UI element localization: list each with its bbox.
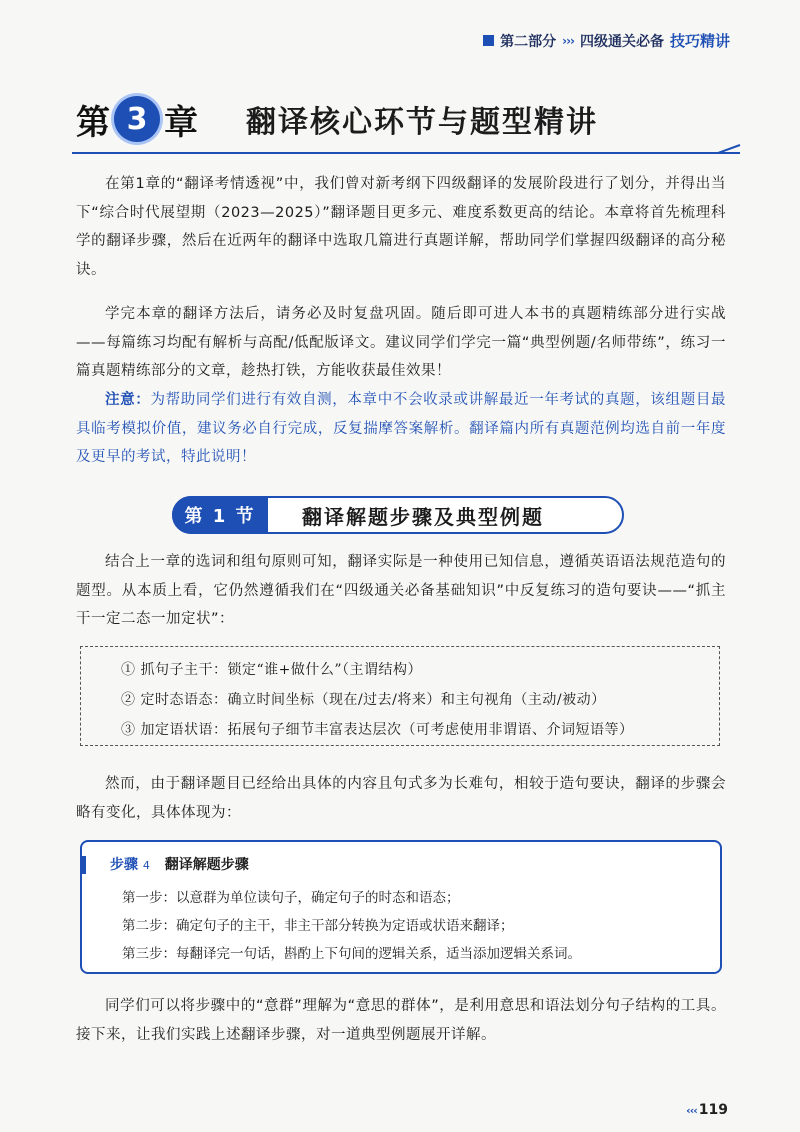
steps-box xyxy=(80,840,722,974)
page-number-value: 119 xyxy=(698,1102,728,1118)
header-book: 四级通关必备 xyxy=(579,33,664,50)
rule-item: ① 抓句子主干：锁定“谁+做什么”（主谓结构） xyxy=(121,662,422,678)
chapter-title: 翻译核心环节与题型精讲 xyxy=(246,105,598,140)
note-paragraph xyxy=(76,386,726,472)
rule-item: ② 定时态语态：确立时间坐标（现在/过去/将来）和主句视角（主动/被动） xyxy=(121,692,606,708)
note-label: 注意： xyxy=(105,392,151,408)
section-tag: 第 1 节 xyxy=(172,496,268,534)
steps-heading xyxy=(110,854,249,874)
chapter-suffix: 章 xyxy=(164,102,198,143)
chapter-prefix: 第 xyxy=(76,102,110,143)
step-line: 第二步：确定句子的主干，非主干部分转换为定语或状语来翻译； xyxy=(122,918,514,934)
chapter-number-badge: 3 xyxy=(114,96,160,142)
transition-paragraph: 然而，由于翻译题目已经给出具体的内容且句式多为长难句，相较于造句要诀，翻译的步骤会略有变化，具体体现为： xyxy=(76,776,726,821)
intro-paragraph-2: 学完本章的翻译方法后，请务必及时复盘巩固。随后即可进人本书的真题精练部分进行实战——每篇练习均配有解析与高配/低配版译文。建议同学们学完一篇“典型例题/名师带练”，练习一篇真题精练部分的文章，趁热打铁，方能收获最佳效果！ xyxy=(76,306,726,379)
section-intro: 结合上一章的选词和组句原则可知，翻译实际是一种使用已知信息，遵循英语语法规范造句的题型。从本质上看，它仍然遵循我们在“四级通关必备基础知识”中反复练习的造句要诀——“抓主干一定二态一加定状”： xyxy=(76,554,726,627)
page-number xyxy=(686,1102,728,1118)
square-icon xyxy=(483,35,494,46)
rule-item: ③ 加定语状语：拓展句子细节丰富表达层次（可考虑使用非谓语、介词短语等） xyxy=(121,722,634,738)
step-line: 第一步：以意群为单位读句子，确定句子的时态和语态； xyxy=(122,890,460,906)
closing-paragraph: 同学们可以将步骤中的“意群”理解为“意思的群体”，是利用意思和语法划分句子结构的工具。接下来，让我们实践上述翻译步骤，对一道典型例题展开详解。 xyxy=(76,998,726,1043)
steps-number: 4 xyxy=(142,859,150,872)
rules-box xyxy=(80,646,720,746)
steps-accent-bar xyxy=(80,856,86,874)
note-text: 为帮助同学们进行有效自测，本章中不会收录或讲解最近一年考试的真题，该组题目最具临考模拟价值，建议务必自行完成，反复揣摩答案解析。翻译篇内所有真题范例均选自前一年度及更早的考试，特此说明！ xyxy=(76,392,726,465)
header-part: 第二部分 xyxy=(500,33,557,50)
triple-chevron-icon: ››› xyxy=(562,33,574,48)
header-section-name: 技巧精讲 xyxy=(669,32,730,50)
steps-label: 步骤 xyxy=(110,857,138,873)
running-header xyxy=(483,30,730,51)
section-heading xyxy=(172,496,624,536)
step-line: 第三步：每翻译完一句话，斟酌上下句间的逻辑关系，适当添加逻辑关系词。 xyxy=(122,946,581,962)
steps-title: 翻译解题步骤 xyxy=(164,857,249,873)
chapter-divider xyxy=(72,152,740,154)
intro-paragraph-1: 在第1章的“翻译考情透视”中，我们曾对新考纲下四级翻译的发展阶段进行了划分，并得出当下“综合时代展望期（2023—2025）”翻译题目更多元、难度系数更高的结论。本章将首先梳理科学的翻译步骤，然后在近两年的翻译中选取几篇进行真题详解，帮助同学们掌握四级翻译的高分秘诀。 xyxy=(76,176,726,278)
section-title: 翻译解题步骤及典型例题 xyxy=(302,504,544,529)
chapter-heading xyxy=(76,85,740,153)
triple-chevron-left-icon: ‹‹‹ xyxy=(686,1104,697,1117)
